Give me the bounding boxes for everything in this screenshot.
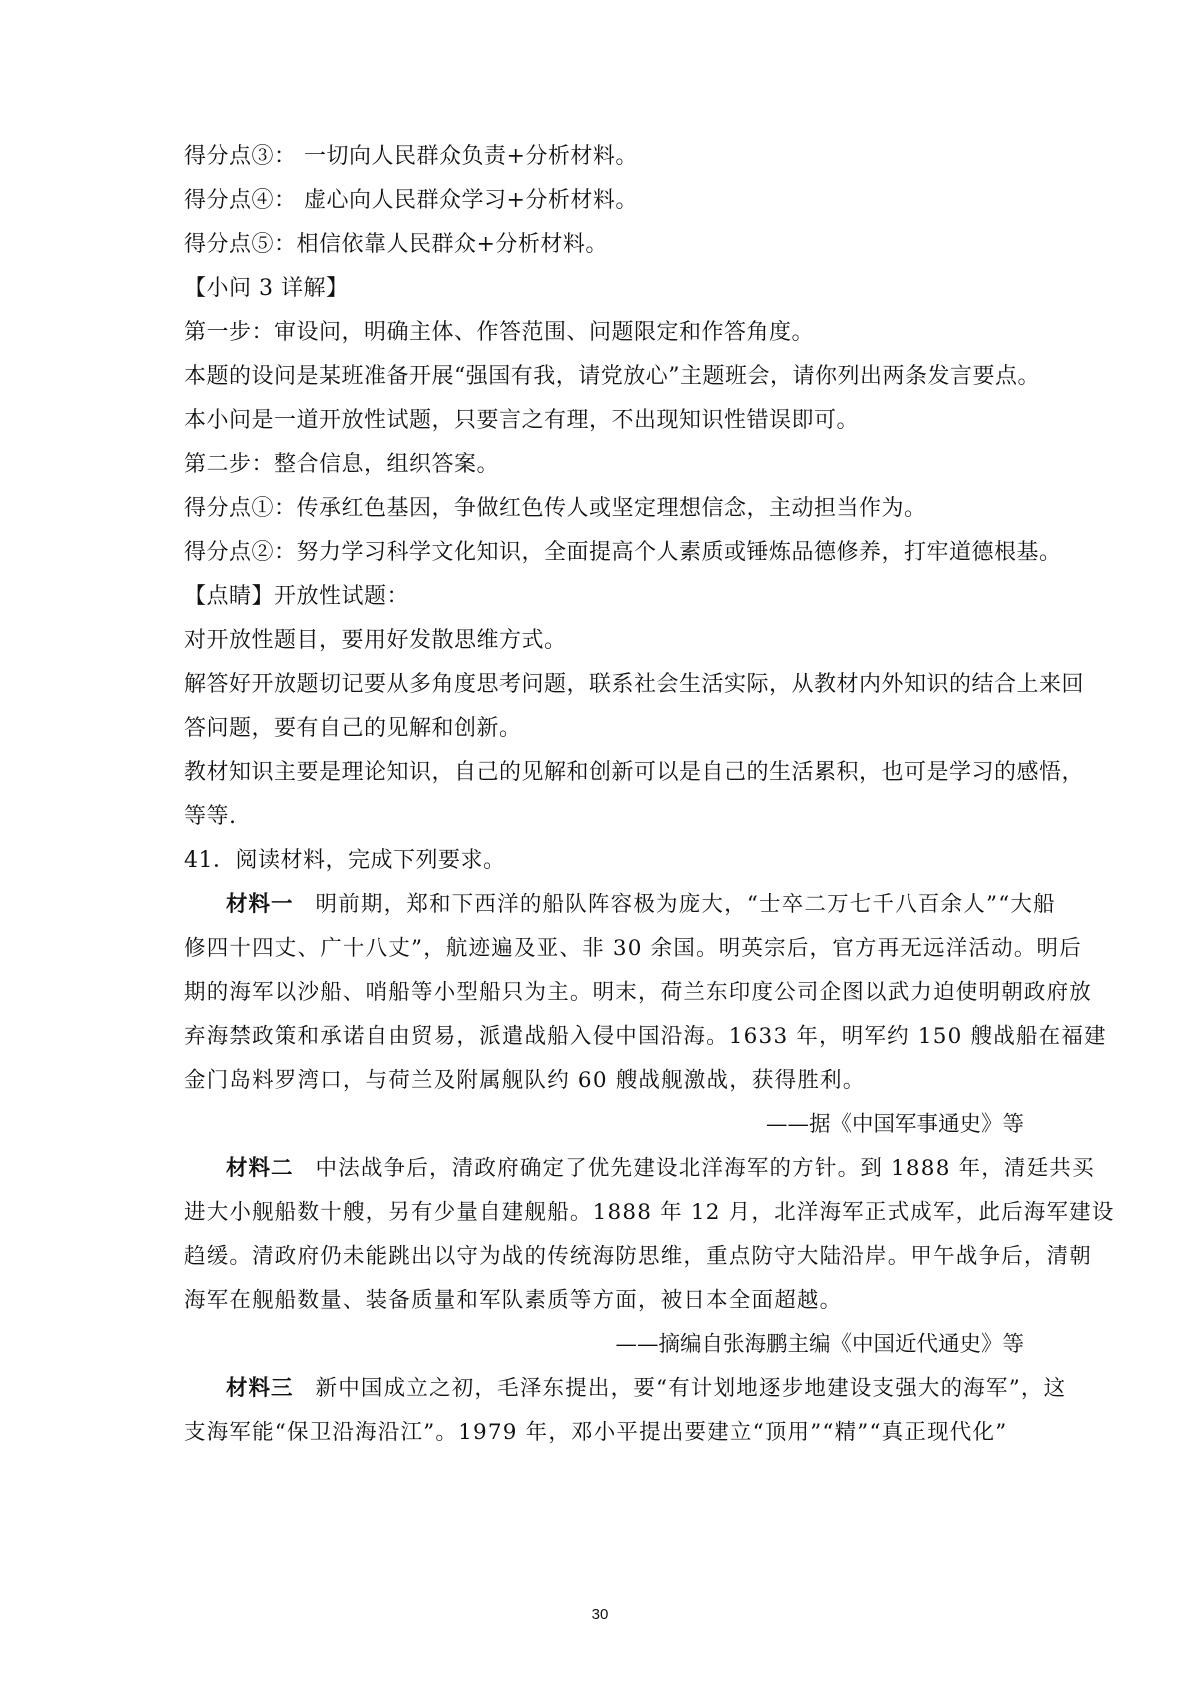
section-heading: 【小问 3 详解】 [184, 276, 349, 301]
material-3-line: 支海军能“保卫沿海沿江”。1979 年，邓小平提出要建立“顶用”“精”“真正现代化” [184, 1420, 1008, 1445]
material-1-line: 期的海军以沙船、哨船等小型船只为主。明末，荷兰东印度公司企图以武力迫使明朝政府放 [184, 980, 1093, 1005]
text-line: 得分点⑤：相信依靠人民群众+分析材料。 [184, 232, 608, 257]
text-line: 等等. [184, 804, 237, 829]
material-2-source: ——摘编自张海鹏主编《中国近代通史》等 [615, 1332, 1024, 1357]
text-line: 得分点④： 虚心向人民群众学习+分析材料。 [184, 188, 638, 213]
text-line: 第二步：整合信息，组织答案。 [184, 452, 500, 477]
material-2-line: 趋缓。清政府仍未能跳出以守为战的传统海防思维，重点防守大陆沿岸。甲午战争后，清朝 [184, 1244, 1093, 1269]
material-3-first-line [184, 1374, 1067, 1404]
section-heading: 【点睛】开放性试题： [184, 584, 410, 609]
question-title: 41．阅读材料，完成下列要求。 [184, 848, 506, 873]
material-3-label: 材料三 [226, 1376, 294, 1401]
material-2-line: 海军在舰船数量、装备质量和军队素质等方面，被日本全面超越。 [184, 1288, 843, 1313]
page-number: 30 [591, 1606, 609, 1623]
text-line: 对开放性题目，要用好发散思维方式。 [184, 628, 567, 653]
material-3-text: 新中国成立之初，毛泽东提出，要“有计划地逐步地建设支强大的海军”，这 [315, 1376, 1067, 1401]
text-line: 本小问是一道开放性试题，只要言之有理，不出现知识性错误即可。 [184, 408, 860, 433]
text-line: 得分点②：努力学习科学文化知识，全面提高个人素质或锤炼品德修养，打牢道德根基。 [184, 540, 1062, 565]
text-line: 得分点①：传承红色基因，争做红色传人或坚定理想信念，主动担当作为。 [184, 496, 927, 521]
material-1-first-line [184, 890, 1056, 920]
material-1-label: 材料一 [226, 892, 294, 917]
material-1-line: 金门岛料罗湾口，与荷兰及附属舰队约 60 艘战舰激战，获得胜利。 [184, 1068, 866, 1093]
material-1-source: ——据《中国军事通史》等 [765, 1112, 1024, 1137]
text-line: 第一步：审设问，明确主体、作答范围、问题限定和作答角度。 [184, 320, 815, 345]
material-1-text: 明前期，郑和下西洋的船队阵容极为庞大，“士卒二万七千八百余人”“大船 [315, 892, 1056, 917]
material-2-line: 进大小舰船数十艘，另有少量自建舰船。1888 年 12 月，北洋海军正式成军，此后海军建设 [184, 1200, 1115, 1225]
material-2-text: 中法战争后，清政府确定了优先建设北洋海军的方针。到 1888 年，清廷共买 [315, 1156, 1095, 1181]
material-2-label: 材料二 [226, 1156, 294, 1181]
text-line: 本题的设问是某班准备开展“强国有我，请党放心”主题班会，请你列出两条发言要点。 [184, 364, 1040, 389]
text-line: 得分点③： 一切向人民群众负责+分析材料。 [184, 144, 638, 169]
material-2-first-line [184, 1154, 1095, 1184]
text-line: 答问题，要有自己的见解和创新。 [184, 716, 522, 741]
material-1-line: 弃海禁政策和承诺自由贸易，派遣战船入侵中国沿海。1633 年，明军约 150 艘战船在福建 [184, 1024, 1107, 1049]
material-1-line: 修四十四丈、广十八丈”，航迹遍及亚、非 30 余国。明英宗后，官方再无远洋活动。明后 [184, 936, 1082, 961]
text-line: 教材知识主要是理论知识，自己的见解和创新可以是自己的生活累积，也可是学习的感悟， [184, 760, 1085, 785]
text-line: 解答好开放题切记要从多角度思考问题，联系社会生活实际，从教材内外知识的结合上来回 [184, 672, 1085, 697]
